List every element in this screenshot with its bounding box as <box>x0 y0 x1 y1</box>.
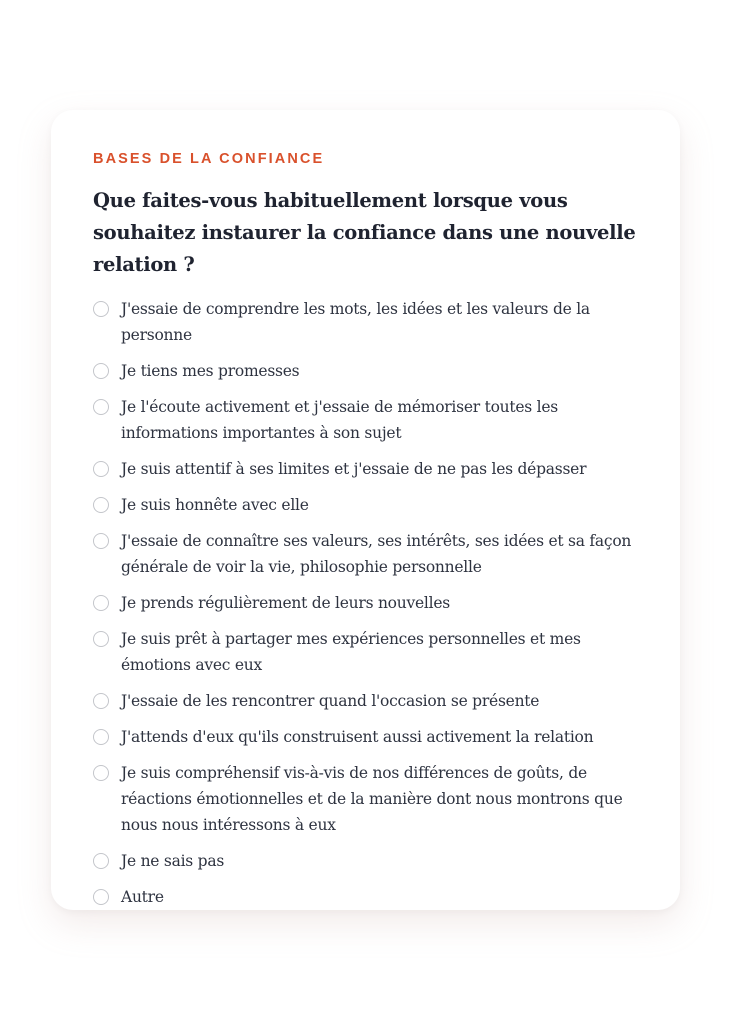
option-label: Je tiens mes promesses <box>121 362 300 380</box>
option-item[interactable] <box>93 492 638 518</box>
option-label: J'essaie de connaître ses valeurs, ses intérêts, ses idées et sa façon générale de voir la vie, philosophie personnelle <box>121 532 632 576</box>
option-item[interactable] <box>93 528 638 580</box>
option-item[interactable] <box>93 760 638 838</box>
radio-button[interactable] <box>93 363 109 379</box>
radio-button[interactable] <box>93 765 109 781</box>
option-item[interactable] <box>93 456 638 482</box>
option-label: Autre <box>121 888 164 906</box>
section-label: BASES DE LA CONFIANCE <box>93 151 325 167</box>
option-item[interactable] <box>93 358 638 384</box>
question-title: Que faites-vous habituellement lorsque vous souhaitez instaurer la confiance dans une nouvelle relation ? <box>93 189 636 276</box>
option-item[interactable] <box>93 296 638 348</box>
radio-button[interactable] <box>93 693 109 709</box>
radio-button[interactable] <box>93 461 109 477</box>
radio-button[interactable] <box>93 533 109 549</box>
radio-button[interactable] <box>93 497 109 513</box>
radio-button[interactable] <box>93 595 109 611</box>
option-item[interactable] <box>93 724 638 750</box>
option-item[interactable] <box>93 884 638 910</box>
option-label: Je l'écoute activement et j'essaie de mémoriser toutes les informations importantes à son sujet <box>121 398 559 442</box>
option-label: Je ne sais pas <box>121 852 225 870</box>
radio-button[interactable] <box>93 889 109 905</box>
option-item[interactable] <box>93 626 638 678</box>
option-label: Je suis compréhensif vis-à-vis de nos différences de goûts, de réactions émotionnelles et de la manière dont nous montrons que nous nous intéressons à eux <box>121 764 623 834</box>
radio-button[interactable] <box>93 301 109 317</box>
question-card <box>51 110 680 910</box>
option-label: Je prends régulièrement de leurs nouvelles <box>121 594 450 612</box>
radio-button[interactable] <box>93 399 109 415</box>
option-item[interactable] <box>93 590 638 616</box>
radio-button[interactable] <box>93 631 109 647</box>
option-item[interactable] <box>93 688 638 714</box>
option-label: Je suis honnête avec elle <box>121 496 309 514</box>
option-label: J'attends d'eux qu'ils construisent aussi activement la relation <box>121 728 594 746</box>
option-item[interactable] <box>93 394 638 446</box>
options-list <box>93 296 638 910</box>
option-label: J'essaie de les rencontrer quand l'occasion se présente <box>121 692 540 710</box>
option-label: Je suis attentif à ses limites et j'essaie de ne pas les dépasser <box>121 460 587 478</box>
radio-button[interactable] <box>93 853 109 869</box>
option-label: Je suis prêt à partager mes expériences personnelles et mes émotions avec eux <box>121 630 581 674</box>
option-label: J'essaie de comprendre les mots, les idées et les valeurs de la personne <box>121 300 590 344</box>
option-item[interactable] <box>93 848 638 874</box>
radio-button[interactable] <box>93 729 109 745</box>
